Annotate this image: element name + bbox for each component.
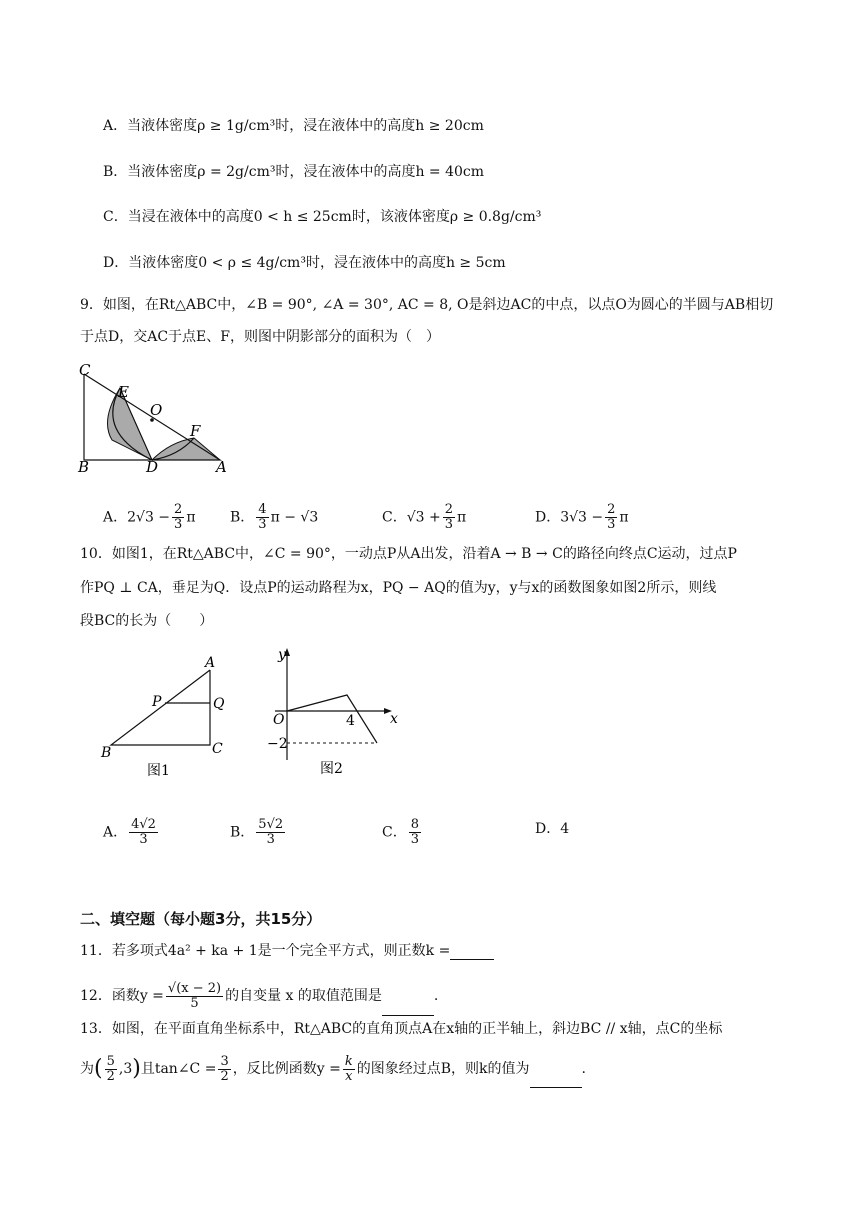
q10-text-line1: 10．如图1，在Rt△ABC中，∠C = 90°，一动点P从A出发，沿着A → B → C的路径向终点C运动，过点P [80, 546, 737, 562]
q10-fig1-label-c: C [212, 741, 223, 757]
q9-text-line1: 9．如图，在Rt△ABC中，∠B = 90°, ∠A = 30°, AC = 8, O是斜边AC的中点，以点O为圆心的半圆与AB相切 [80, 297, 774, 313]
q9-label-d: D [146, 458, 159, 476]
q9-option-d: D．3√3 − $\frac{2}{3}$ π [535, 502, 629, 532]
q10-fig1-label-a: A [205, 655, 216, 671]
q8-option-d: D．当液体密度0 < ρ ≤ 4g/cm³时，浸在液体中的高度h ≥ 5cm [103, 255, 506, 271]
q8-option-c: C．当浸在液体中的高度0 < h ≤ 25cm时，该液体密度ρ ≥ 0.8g/cm³ [103, 209, 542, 225]
q9-label-a: A [216, 458, 227, 476]
q8-option-a: A．当液体密度ρ ≥ 1g/cm³时，浸在液体中的高度h ≥ 20cm [103, 118, 484, 134]
q10-fig1-label-q: Q [213, 696, 225, 712]
q8-option-b: B．当液体密度ρ = 2g/cm³时，浸在液体中的高度h = 40cm [103, 164, 485, 180]
q10-option-a: A． $\frac{4√2}{3}$ [103, 817, 156, 847]
q13-text-line1: 13．如图，在平面直角坐标系中，Rt△ABC的直角顶点A在x轴的正半轴上，斜边BC // x轴，点C的坐标 [80, 1021, 723, 1037]
q11-answer-blank[interactable] [450, 945, 494, 960]
q9-label-f: F [190, 422, 201, 440]
q10-fig2-tick-4: 4 [346, 713, 355, 729]
q10-fig1-label-b: B [101, 745, 112, 761]
q9-text-line2: 于点D，交AC于点E、F，则图中阴影部分的面积为（ ） [80, 329, 440, 345]
q10-text-line2: 作PQ ⊥ CA，垂足为Q．设点P的运动路程为x，PQ − AQ的值为y，y与x的函数图象如图2所示，则线 [80, 580, 717, 596]
q10-fig2-graph [287, 695, 377, 743]
q10-figure2 [260, 645, 410, 780]
q10-option-b: B． $\frac{5√2}{3}$ [230, 817, 284, 847]
q10-text-line3: 段BC的长为（ ） [80, 613, 214, 629]
q9-option-b: B． $\frac{4}{3}$ π − √3 [230, 502, 319, 532]
q12-text: 12．函数y = $\frac{√(x - 2)}{5}$ 的自变量 x 的取值范围是 . [80, 976, 438, 1016]
q10-fig2-tick-minus2: −2 [267, 736, 288, 752]
q9-label-c: C [79, 361, 91, 379]
q10-option-d: D．4 [535, 821, 570, 837]
q10-fig1-caption: 图1 [147, 763, 170, 779]
q10-fig1-label-p: P [152, 694, 162, 710]
q13-text-line2: 为( $\frac{5}{2}$ ,3)且tan∠C = $\frac{3}{2}$ ，反比例函数y = $\frac{k}{x}$ 的图象经过点B，则k的值为 . [80, 1050, 586, 1088]
q9-label-e: E [118, 383, 129, 401]
q9-shaded-right [152, 438, 220, 460]
q9-option-c: C．√3 + $\frac{2}{3}$ π [382, 502, 467, 532]
q9-option-a: A．2√3 − $\frac{2}{3}$ π [103, 502, 196, 532]
q11-text: 11．若多项式4a² + ka + 1是一个完全平方式，则正数k = [80, 942, 494, 960]
q10-fig2-label-x: x [390, 711, 398, 727]
q10-fig2-caption: 图2 [320, 761, 343, 777]
q9-label-o: O [150, 401, 163, 419]
q10-option-c: C． $\frac{8}{3}$ [382, 817, 419, 847]
q13-answer-blank[interactable] [530, 1073, 582, 1088]
q10-fig2-label-y: y [278, 647, 286, 663]
section-2-title: 二、填空题（每小题3分，共15分） [80, 910, 322, 928]
q10-fig2-label-o: O [273, 712, 285, 728]
q10-figure1 [95, 650, 245, 780]
q9-figure [70, 360, 240, 480]
q9-label-b: B [78, 458, 90, 476]
q12-answer-blank[interactable] [382, 1001, 434, 1016]
